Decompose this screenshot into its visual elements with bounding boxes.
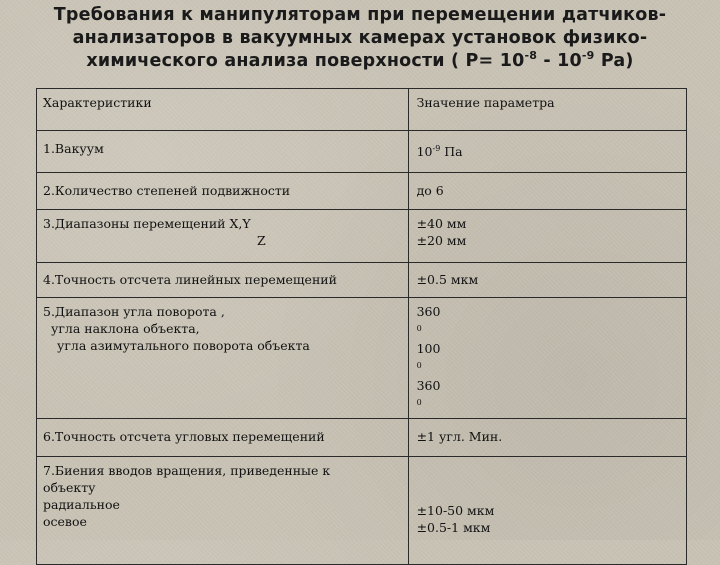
- title-exponent-1: -8: [524, 49, 538, 63]
- table-row: [37, 419, 687, 457]
- row-runout-value: ±10-50 мкм ±0.5-1 мкм: [408, 457, 686, 565]
- table-row: [37, 298, 687, 419]
- row-angular-accuracy-label: 6.Точность отсчета угловых перемещений: [37, 419, 409, 457]
- table-row: [37, 263, 687, 298]
- row-vacuum-value: $10^{-9}$ Па: [408, 131, 686, 173]
- table-row: [37, 210, 687, 263]
- row-range-label: 3.Диапазоны перемещений X,Y Z: [37, 210, 409, 263]
- row-vacuum-label: 1.Вакуум: [37, 131, 409, 173]
- title-line-1: Требования к манипуляторам при перемещении датчиков-: [53, 5, 667, 25]
- row-range-value: ±40 мм ±20 мм: [408, 210, 686, 263]
- title-exponent-2: -9: [581, 49, 595, 63]
- row-angular-accuracy-value: ±1 угл. Мин.: [408, 419, 686, 457]
- table-header-row: [37, 89, 687, 131]
- row-angle-range-value: 360 $^0$ 100 $^0$ 360 $^0$: [408, 298, 686, 419]
- requirements-table: [36, 88, 687, 565]
- table-row: [37, 131, 687, 173]
- row-dof-value: до 6: [408, 173, 686, 210]
- header-characteristics: Характеристики: [37, 89, 409, 131]
- table-row: [37, 457, 687, 565]
- title-line-2: анализаторов в вакуумных камерах установок физико-: [72, 28, 648, 48]
- row-linear-accuracy-value: ±0.5 мкм: [408, 263, 686, 298]
- title-line-3: химического анализа поверхности ( $P= 10^{-8} - 10^{-9}$ Pa): [86, 49, 634, 71]
- row-linear-accuracy-label: 4.Точность отсчета линейных перемещений: [37, 263, 409, 298]
- row-dof-label: 2.Количество степеней подвижности: [37, 173, 409, 210]
- page-title: [20, 4, 700, 73]
- row-runout-label: 7.Биения вводов вращения, приведенные к объекту радиальное осевое: [37, 457, 409, 565]
- row-angle-range-label: 5.Диапазон угла поворота , угла наклона объекта, угла азимутального поворота объекта: [37, 298, 409, 419]
- table-row: [37, 173, 687, 210]
- header-parameter-value: Значение параметра: [408, 89, 686, 131]
